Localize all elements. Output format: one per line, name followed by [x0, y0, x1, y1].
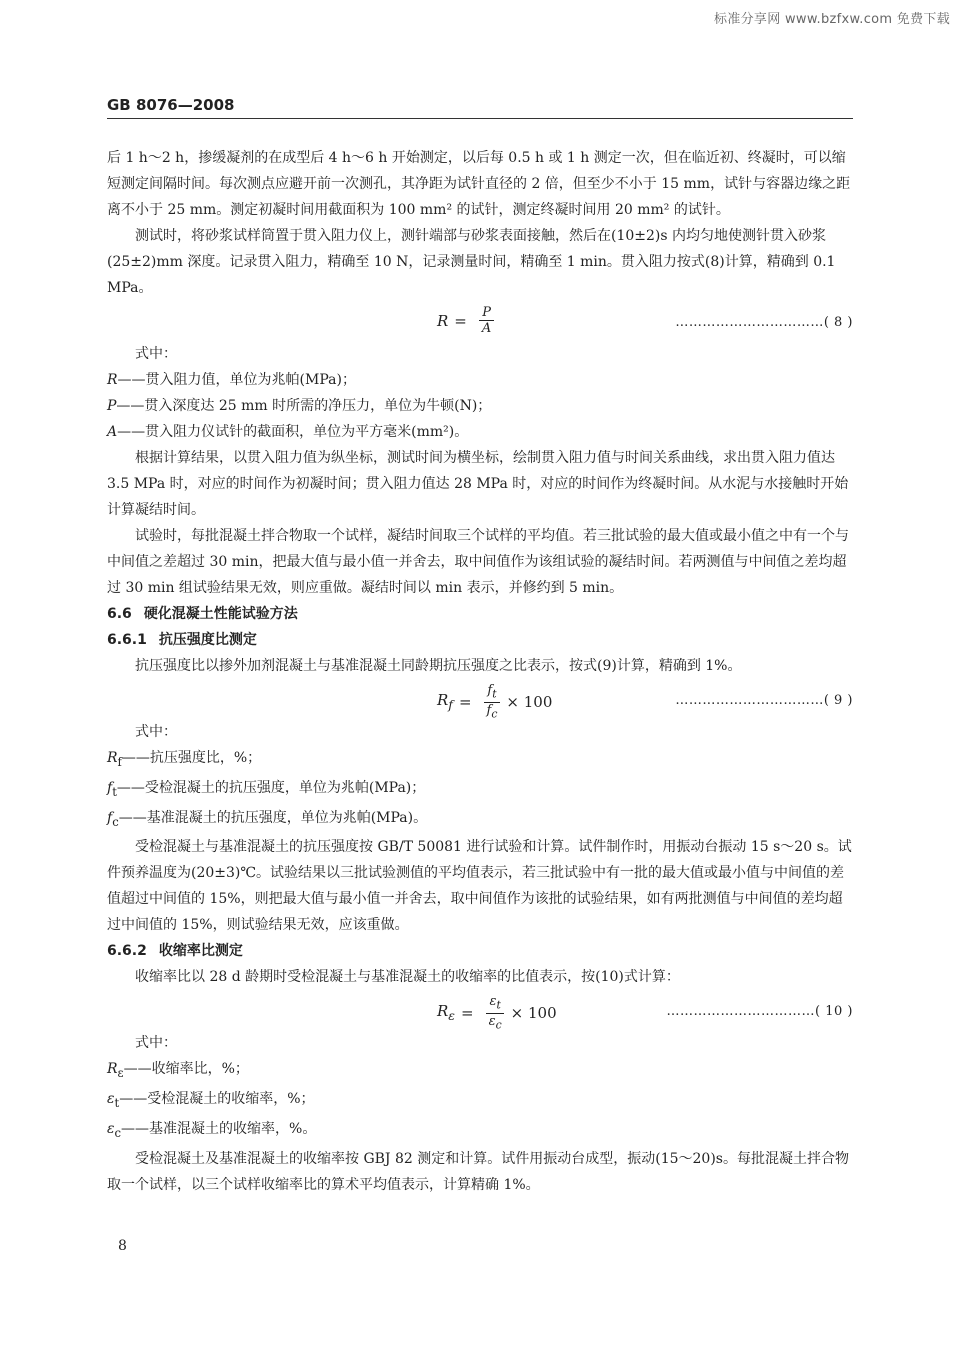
variable-def: R——贯入阻力值，单位为兆帕(MPa)；	[107, 372, 356, 388]
formula-8	[107, 301, 853, 341]
paragraph-shrinkage-test: 受检混凝土及基准混凝土的收缩率按 GBJ 82 测定和计算。试件用振动台成型，振动(15～20)s。每批混凝土拌合物取一个试样，以三个试样收缩率比的算术平均值表示，计算精确 1%。	[107, 1150, 849, 1193]
formula-10-fraction	[486, 994, 505, 1032]
paragraph-batch-averaging: 试验时，每批混凝土拌合物取一个试样，凝结时间取三个试样的平均值。若三批试验的最大值或最小值之中有一个与中间值之差超过 30 min，把最大值与最小值一并舍去，取中间值作为该组试验的凝结时间。若两测值与中间值之差均超过 30 min 组试验结果无效，则应重做。凝结时间以 min 表示，并修约到 5 min。	[107, 528, 849, 596]
variable-def: $f_c——$基准混凝土的抗压强度，单位为兆帕(MPa)。	[107, 809, 428, 829]
variable-def: A——贯入阻力仪试针的截面积，单位为平方毫米(mm²)。	[107, 424, 469, 440]
formula-9-numerator: $f_t$	[484, 683, 499, 703]
formula-8-fraction	[479, 305, 494, 336]
variable-def: P——贯入深度达 25 mm 时所需的净压力，单位为牛顿(N)；	[107, 398, 492, 414]
formula-10-lhs: $R_\varepsilon$	[437, 1001, 456, 1023]
variable-def: $R_f——$抗压强度比，%；	[107, 750, 262, 769]
formula-9	[107, 679, 853, 719]
formula-10-numerator: $\varepsilon_t$	[486, 994, 503, 1014]
formula-8-equals: =	[454, 311, 467, 330]
formula-10-multiplier: × 100	[510, 1004, 557, 1023]
paragraph-setting-time-intervals: 后 1 h～2 h，掺缓凝剂的在成型后 4 h～6 h 开始测定，以后每 0.5 h 或 1 h 测定一次，但在临近初、终凝时，可以缩短测定间隔时间。每次测点应避开前一次测孔，其净距为试针直径的 2 倍，但至少不小于 15 mm，试针与容器边缘之距离不小于 25 mm。测定初凝时间用截面积为 100 mm² 的试针，测定终凝时间用 20 mm² 的试针。	[107, 150, 851, 218]
formula-9-denominator: $f_c$	[486, 702, 498, 721]
variable-def: $f_t——$受检混凝土的抗压强度，单位为兆帕(MPa)；	[107, 779, 426, 799]
paragraph-compressive-ratio-def: 抗压强度比以掺外加剂混凝土与基准混凝土同龄期抗压强度之比表示，按式(9)计算，精确到 1%。	[135, 658, 742, 674]
variable-list-9	[107, 745, 853, 834]
paragraph-test-procedure: 测试时，将砂浆试样筒置于贯入阻力仪上，测针端部与砂浆表面接触，然后在(10±2)s 内均匀地使测针贯入砂浆(25±2)mm 深度。记录贯入阻力，精确至 10 N，记录测量时间，精确至 1 min。贯入阻力按式(8)计算，精确到 0.1 MPa。	[107, 228, 836, 296]
section-heading-6-6: 6.6 硬化混凝土性能试验方法	[107, 606, 298, 622]
formula-8-denominator: A	[481, 321, 492, 336]
formula-9-equals: =	[458, 693, 472, 712]
section-heading-6-6-1: 6.6.1 抗压强度比测定	[107, 632, 257, 648]
where-label-9: 式中：	[135, 724, 177, 740]
where-label-10: 式中：	[135, 1035, 177, 1052]
formula-9-lhs: $R_f$	[437, 690, 453, 712]
page-number: 8	[118, 1238, 127, 1254]
paragraph-compressive-test: 受检混凝土与基准混凝土的抗压强度按 GB/T 50081 进行试验和计算。试件制作时，用振动台振动 15 s～20 s。试件预养温度为(20±3)℃。试验结果以三批试验测值的平均值表示，若三批试验中有一批的最大值或最小值与中间值的差值超过中间值的 15%，则把最大值与最小值一并舍去，取中间值作为该批的试验结果，如有两批测值与中间值的差均超过中间值的 15%，则试验结果无效，应该重做。	[107, 839, 852, 934]
formula-9-fraction	[484, 683, 501, 721]
document-body	[107, 145, 853, 1198]
formula-8-numerator: P	[479, 305, 494, 321]
formula-9-multiplier: × 100	[506, 693, 553, 712]
formula-10-denominator: $\varepsilon_c$	[488, 1013, 502, 1032]
formula-8-lhs: R	[437, 311, 449, 330]
formula-8-number: ……………………………( 8 )	[675, 315, 853, 330]
formula-10	[107, 990, 853, 1030]
paragraph-shrinkage-ratio-def: 收缩率比以 28 d 龄期时受检混凝土与基准混凝土的收缩率的比值表示，按(10)式计算：	[135, 969, 680, 986]
watermark-text: 标准分享网 www.bzfxw.com 免费下载	[714, 12, 950, 27]
formula-10-equals: =	[461, 1004, 474, 1023]
paragraph-curve-method: 根据计算结果，以贯入阻力值为纵坐标，测试时间为横坐标，绘制贯入阻力值与时间关系曲线，求出贯入阻力值达 3.5 MPa 时，对应的时间作为初凝时间；贯入阻力值达 28 MPa 时，对应的时间作为终凝时间。从水泥与水接触时开始计算凝结时间。	[107, 450, 849, 518]
where-label-8: 式中：	[135, 346, 177, 362]
variable-def: $\varepsilon_t——$受检混凝土的收缩率，%；	[107, 1091, 315, 1110]
header-rule	[107, 118, 853, 119]
variable-list-10	[107, 1056, 853, 1145]
formula-9-number: ……………………………( 9 )	[675, 693, 853, 708]
variable-def: $R_\varepsilon——$收缩率比，%；	[107, 1061, 249, 1081]
variable-def: $\varepsilon_c——$基准混凝土的收缩率，%。	[107, 1120, 317, 1140]
section-heading-6-6-2: 6.6.2 收缩率比测定	[107, 943, 243, 960]
variable-list-8	[107, 367, 853, 445]
formula-10-number: ……………………………( 10 )	[666, 1004, 853, 1020]
standard-number: GB 8076—2008	[107, 96, 235, 114]
